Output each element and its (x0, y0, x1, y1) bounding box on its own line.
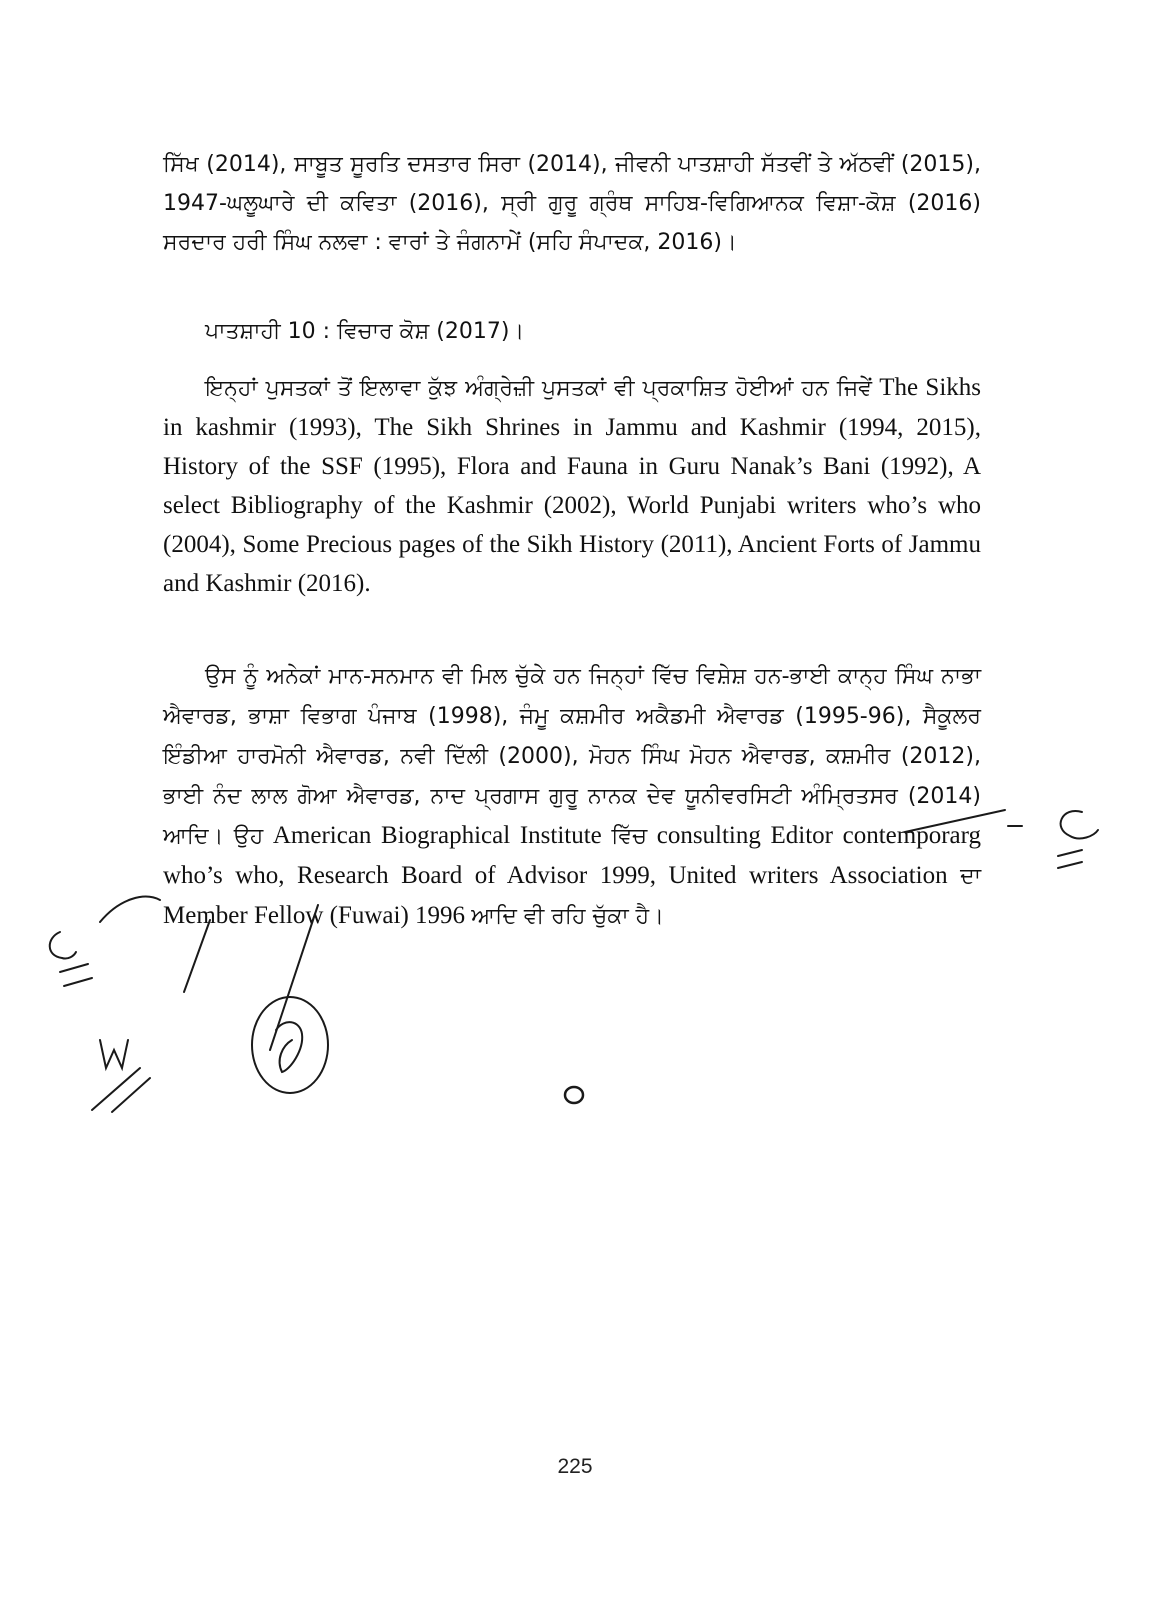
proof-mark-equals-left-1 (60, 964, 88, 972)
initials-w-mark (100, 1040, 128, 1068)
paragraph-english-books (163, 368, 981, 603)
circled-mark-glyph (276, 1022, 302, 1072)
proof-mark-equals-right-1 (1058, 850, 1082, 856)
margin-arc-line (100, 897, 160, 922)
awards-connector-2: ਦਾ (960, 864, 982, 889)
english-books-intro: ਇਨ੍ਹਾਂ ਪੁਸਤਕਾਂ ਤੋਂ ਇਲਾਵਾ ਕੁੱਝ ਅੰਗ੍ਰੇਜ਼ੀ ਪੁਸਤਕਾਂ ਵੀ ਪ੍ਰਕਾਸ਼ਿਤ ਹੋਈਆਂ ਹਨ ਜਿਵੇਂ (205, 376, 872, 401)
page-number: 225 (557, 1455, 593, 1478)
proof-mark-c-right (1061, 811, 1098, 839)
editor-roles: consulting Editor contemporarg who’s who, Research Board of Advisor 1999, United writers Association (163, 822, 982, 889)
proof-mark-c-left (50, 932, 76, 959)
proof-mark-equals-left-2 (64, 978, 92, 986)
institute-name: American Biographical Institute (272, 822, 602, 849)
paragraph-publications-continued: ਸਿੱਖ (2014), ਸਾਬੂਤ ਸੂਰਤਿ ਦਸਤਾਰ ਸਿਰਾ (2014), ਜੀਵਨੀ ਪਾਤਸ਼ਾਹੀ ਸੱਤਵੀਂ ਤੇ ਅੱਠਵੀਂ (2015), 1947-ਘਲੂਘਾਰੇ ਦੀ ਕਵਿਤਾ (2016), ਸ੍ਰੀ ਗੁਰੂ ਗ੍ਰੰਥ ਸਾਹਿਬ-ਵਿਗਿਆਨਕ ਵਿਸ਼ਾ-ਕੋਸ਼ (2016) ਸਰਦਾਰ ਹਰੀ ਸਿੰਘ ਨਲਵਾ : ਵਾਰਾਂ ਤੇ ਜੰਗਨਾਮੇਂ (ਸਹਿ ਸੰਪਾਦਕ, 2016)। (163, 152, 981, 255)
awards-ending: ਆਦਿ ਵੀ ਰਹਿ ਚੁੱਕਾ ਹੈ। (471, 904, 664, 929)
initials-slash-2 (112, 1078, 150, 1112)
english-books-list: The Sikhs in kashmir (1993), The Sikh Shrines in Jammu and Kashmir (1994, 2015), History of the SSF (1995), Flora and Fauna in Guru Nanak’s Bani (1992), A select Bibliography of the Kashmir (2002), World Punjabi writers who’s who (2004), Some Precious pages of the Sikh History (2011), Ancient Forts of Jammu and Kashmir (2016). (163, 374, 982, 597)
small-circle-mark (565, 1087, 583, 1103)
initials-slash-1 (92, 1068, 140, 1110)
paragraph-patshahi-10: ਪਾਤਸ਼ਾਹੀ 10 : ਵਿਚਾਰ ਕੋਸ਼ (2017)। (205, 319, 525, 344)
awards-connector-1: ਵਿੱਚ (611, 824, 648, 849)
awards-text: ਉਸ ਨੂੰ ਅਨੇਕਾਂ ਮਾਨ-ਸਨਮਾਨ ਵੀ ਮਿਲ ਚੁੱਕੇ ਹਨ ਜਿਨ੍ਹਾਂ ਵਿੱਚ ਵਿਸ਼ੇਸ਼ ਹਨ-ਭਾਈ ਕਾਨ੍ਹ ਸਿੰਘ ਨਾਭਾ ਐਵਾਰਡ, ਭਾਸ਼ਾ ਵਿਭਾਗ ਪੰਜਾਬ (1998), ਜੰਮੂ ਕਸ਼ਮੀਰ ਅਕੈਡਮੀ ਐਵਾਰਡ (1995-96), ਸੈਕੂਲਰ ਇੰਡੀਆ ਹਾਰਮੋਨੀ ਐਵਾਰਡ, ਨਵੀ ਦਿੱਲੀ (2000), ਮੋਹਨ ਸਿੰਘ ਮੋਹਨ ਐਵਾਰਡ, ਕਸ਼ਮੀਰ (2012), ਭਾਈ ਨੰਦ ਲਾਲ ਗੋਆ ਐਵਾਰਡ, ਨਾਦ ਪ੍ਰਗਾਸ ਗੁਰੂ ਨਾਨਕ ਦੇਵ ਯੂਨੀਵਰਸਿਟੀ ਅੰਮ੍ਰਿਤਸਰ (2014) ਆਦਿ। ਉਹ (163, 664, 981, 849)
paragraph-awards (163, 656, 981, 936)
fellow-role: Member Fellow (Fuwai) 1996 (163, 902, 466, 929)
proof-mark-equals-right-2 (1058, 862, 1082, 868)
circled-mark (252, 997, 328, 1093)
